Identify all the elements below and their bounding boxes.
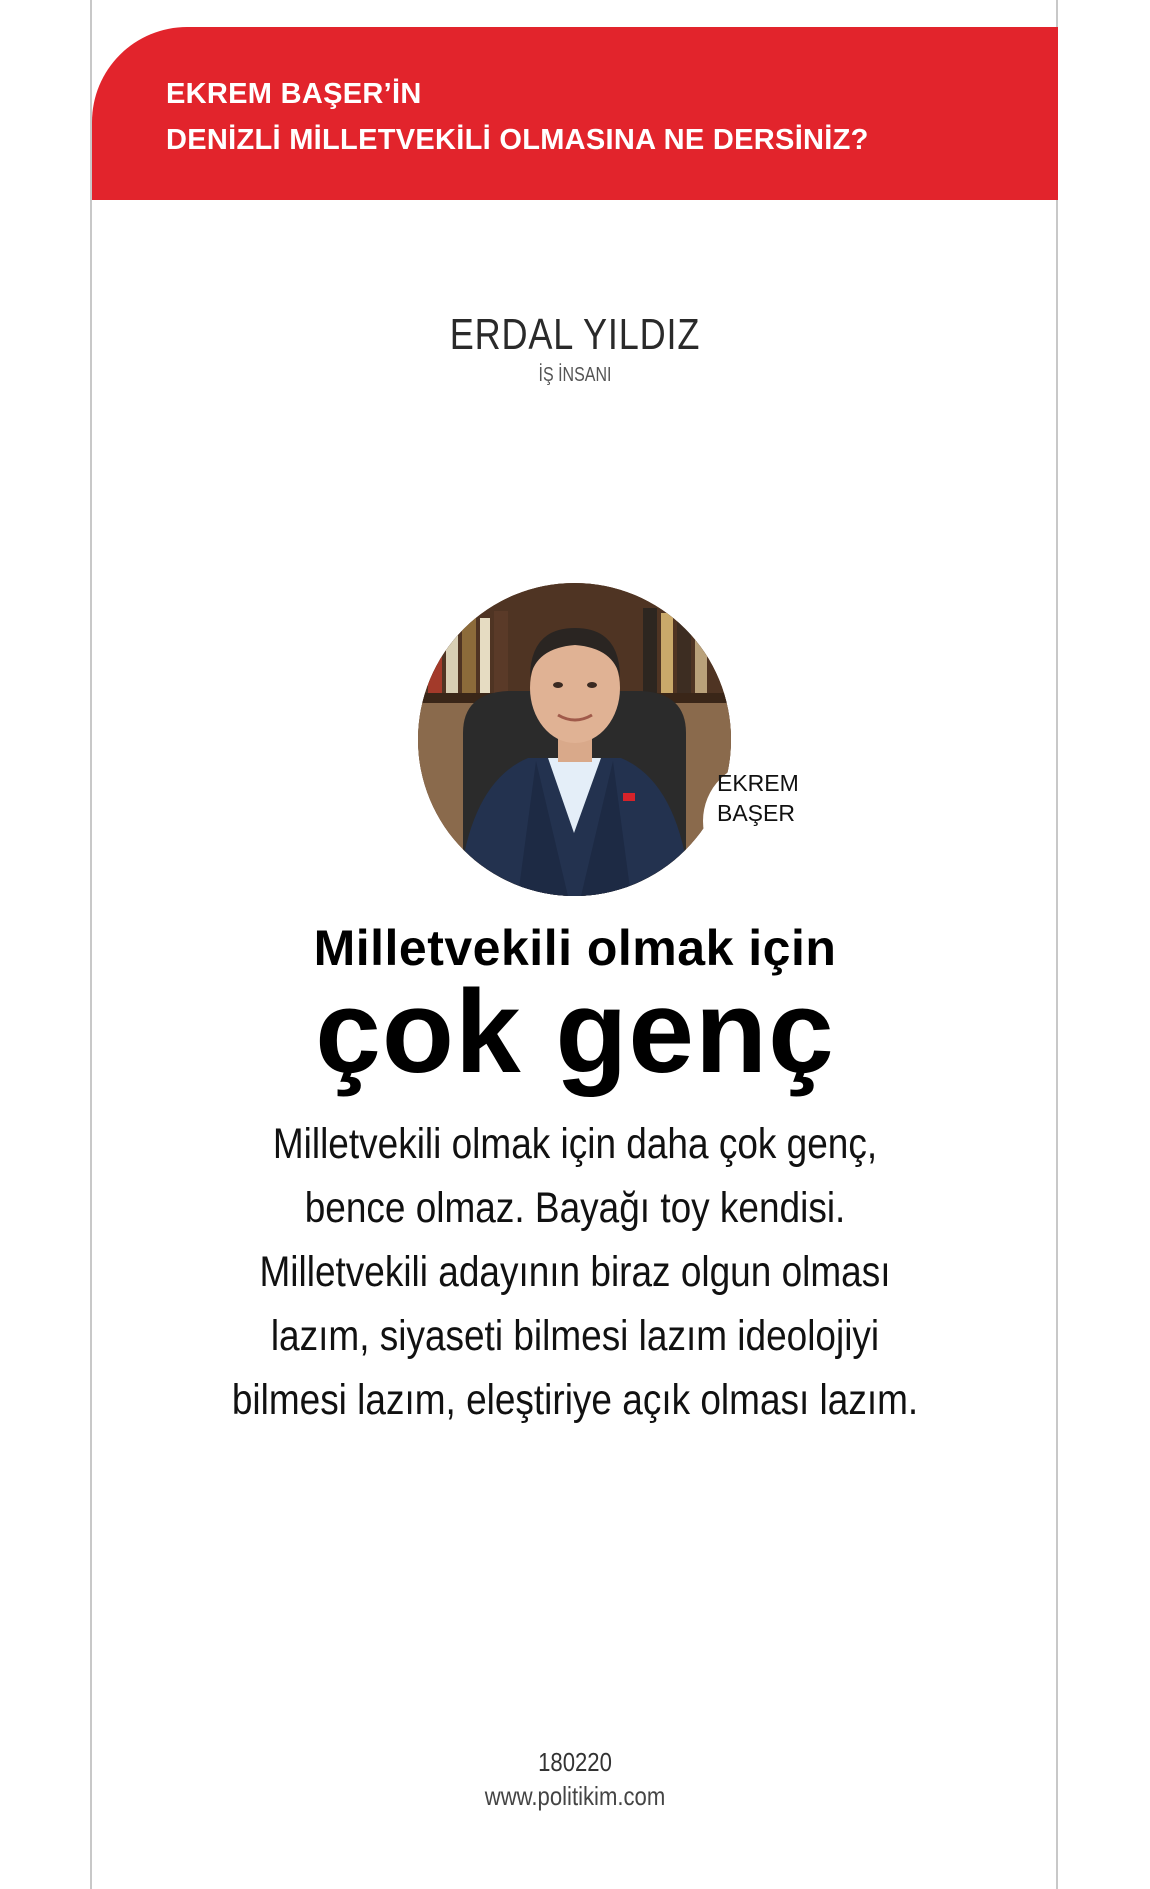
subject-photo-block bbox=[418, 583, 731, 896]
footer-code: 180220 bbox=[538, 1747, 612, 1777]
headline-big: çok genç bbox=[315, 966, 835, 1098]
author-name: ERDAL YILDIZ bbox=[449, 310, 701, 359]
question-banner bbox=[92, 27, 1058, 200]
author-block bbox=[0, 310, 1150, 387]
question-line-1: EKREM BAŞER’İN bbox=[166, 78, 422, 110]
question-line-2: DENİZLİ MİLLETVEKİLİ OLMASINA NE DERSİNİZ? bbox=[166, 124, 869, 156]
portrait-illustration bbox=[418, 583, 731, 896]
author-title: İŞ İNSANI bbox=[538, 364, 612, 386]
quote-text bbox=[170, 1112, 980, 1432]
portrait-photo bbox=[418, 583, 731, 896]
headline-small: Milletvekili olmak için bbox=[313, 920, 837, 976]
subject-last-name: BAŞER bbox=[717, 800, 795, 826]
footer-url[interactable]: www.politikim.com bbox=[484, 1781, 666, 1811]
quote-body: Milletvekili olmak için daha çok genç, bence olmaz. Bayağı toy kendisi. Milletvekili adayının biraz olgun olması lazım, siyaseti bilmesi lazım ideolojiyi bilmesi lazım, eleştiriye açık olması lazım. bbox=[231, 1120, 919, 1424]
footer bbox=[0, 1745, 1150, 1813]
question-title bbox=[166, 71, 869, 163]
headline bbox=[0, 918, 1150, 1098]
subject-name bbox=[717, 768, 799, 828]
subject-first-name: EKREM bbox=[717, 770, 799, 796]
